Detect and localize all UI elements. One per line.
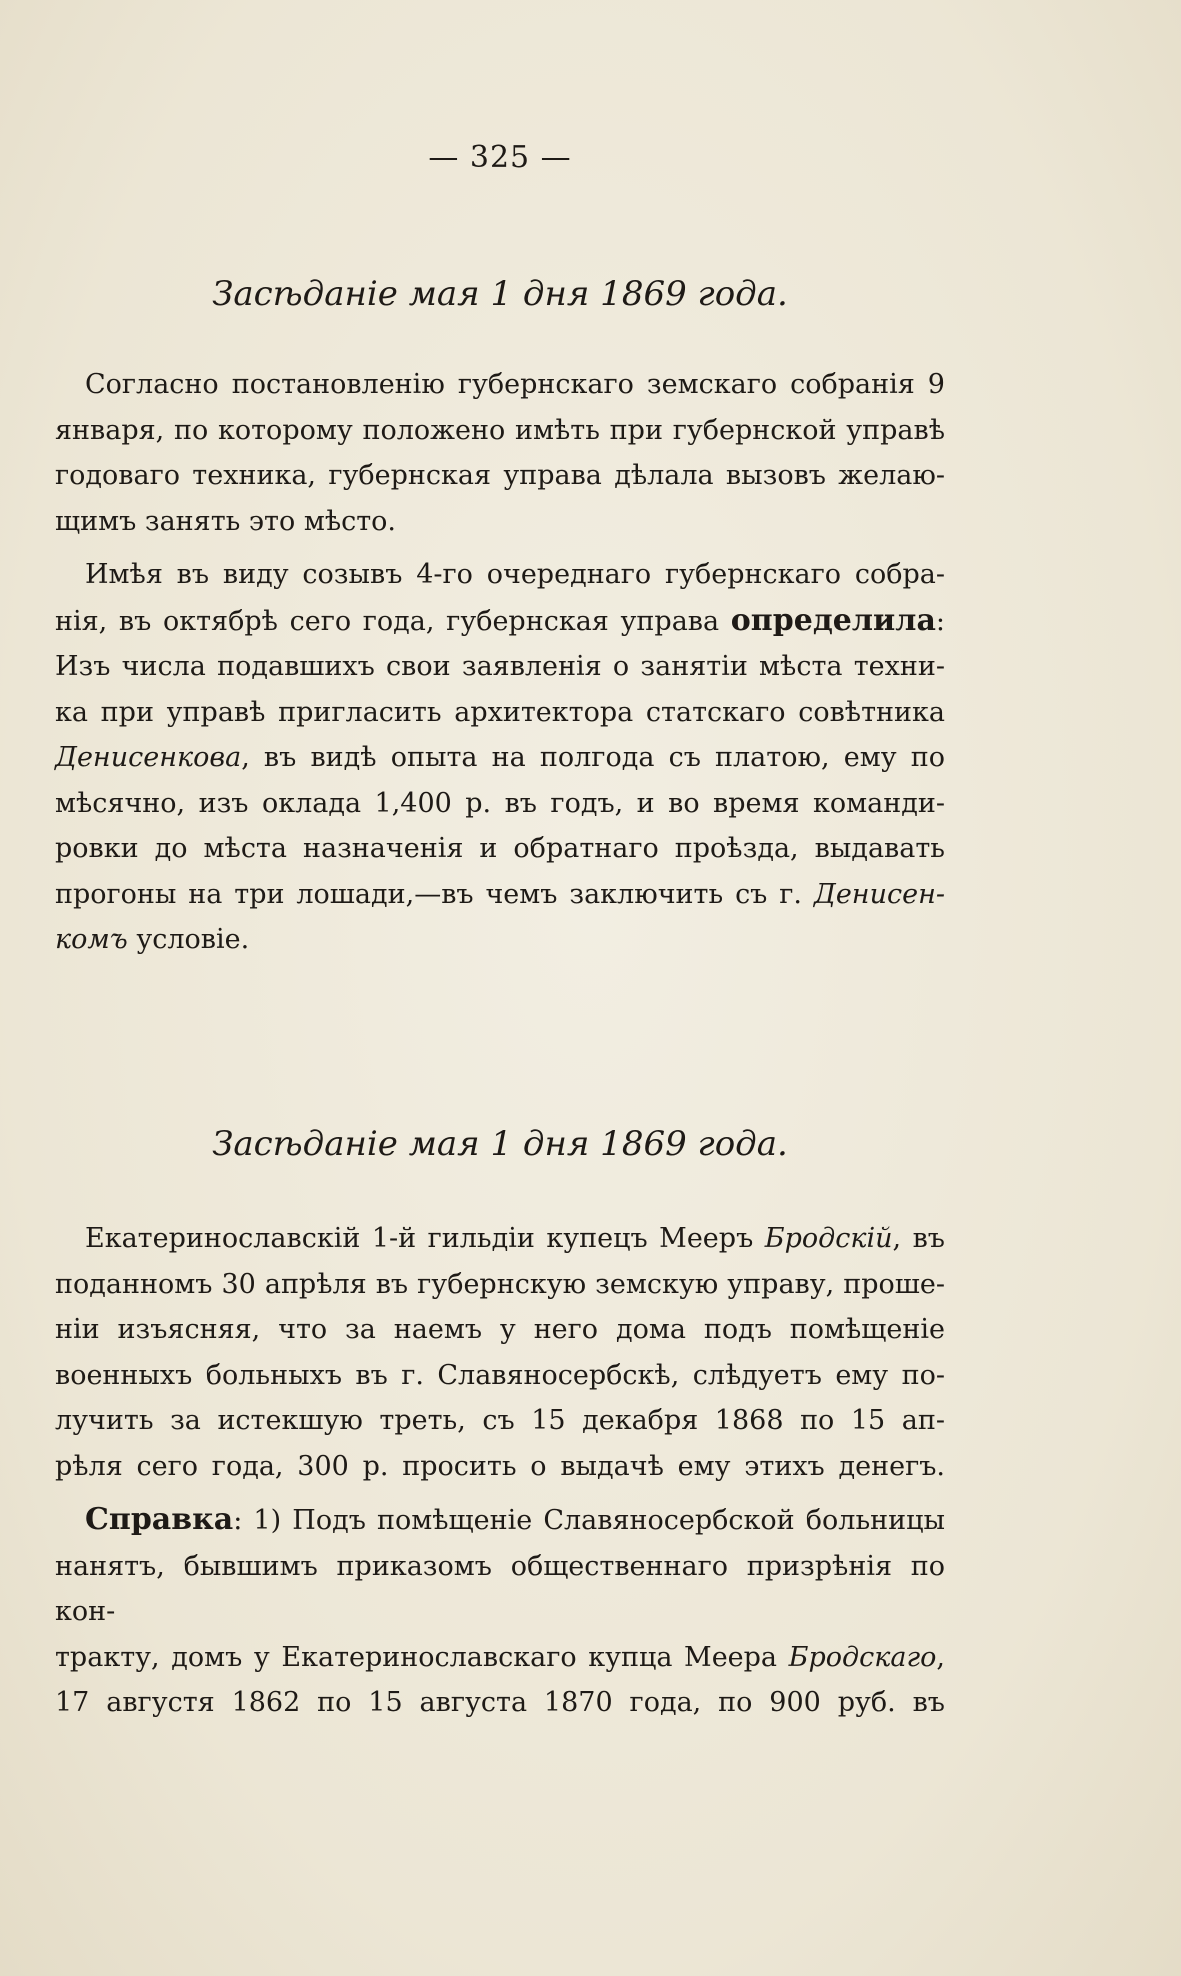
section-heading-2: Засѣданіе мая 1 дня 1869 года. [212, 1124, 788, 1164]
text-line: Имѣя въ виду созывъ 4-го очереднаго губернскаго собра- [85, 559, 945, 590]
emphasis-italic: Бродскій [764, 1223, 893, 1254]
text-run: , [936, 1641, 945, 1673]
emphasis-italic: Денисен- [813, 878, 945, 910]
section-heading-1: Засѣданіе мая 1 дня 1869 года. [212, 274, 788, 314]
text-line: поданномъ 30 апрѣля въ губернскую земскую управу, проше- [55, 1268, 945, 1300]
text-line: Согласно постановленію губернскаго земскаго собранія 9 [85, 369, 945, 400]
text-line [55, 735, 945, 781]
text-run: : [935, 605, 945, 637]
text-line: рѣля сего года, 300 р. просить о выдачѣ ему этихъ денегъ. [55, 1450, 945, 1482]
text-line: ка при управѣ пригласить архитектора статскаго совѣтника [55, 696, 945, 728]
emphasis-bold: определила [730, 602, 936, 638]
text-line: военныхъ больныхъ въ г. Славяносербскѣ, слѣдуетъ ему по- [55, 1359, 945, 1391]
paragraph [55, 552, 945, 963]
text-line: лучить за истекшую треть, съ 15 декабря 1868 по 15 ап- [55, 1405, 945, 1436]
page-number: — 325 — [428, 140, 572, 175]
text-run: тракту, домъ у Екатеринославскаго купца Меера [55, 1641, 789, 1673]
text-run: условіе. [127, 924, 250, 955]
text-line: годоваго техника, губернская управа дѣлала вызовъ желаю- [55, 460, 945, 491]
emphasis-italic: комъ [55, 924, 128, 955]
text-line: Изъ числа подавшихъ свои заявленія о занятіи мѣста техни- [55, 651, 945, 682]
section-2-body [55, 1216, 945, 1726]
text-line [55, 1635, 945, 1681]
emphasis-bold: Справка [85, 1502, 234, 1537]
text-line: ровки до мѣста назначенія и обратнаго проѣзда, выдавать [55, 833, 945, 864]
text-line [55, 1216, 945, 1262]
text-line: января, по которому положено имѣть при губернской управѣ [55, 414, 945, 446]
text-run: прогоны на три лошади,—въ чемъ заключить съ г. [55, 878, 814, 910]
paragraph [55, 1216, 945, 1489]
paragraph [55, 362, 945, 544]
text-line [55, 917, 945, 963]
section-1-body [55, 362, 945, 963]
emphasis-italic: Денисенкова [55, 742, 242, 773]
text-line [55, 872, 945, 918]
text-line: 17 августя 1862 по 15 августа 1870 года, по 900 руб. въ [55, 1687, 945, 1718]
text-run: нія, въ октябрѣ сего года, губернская управа [55, 605, 731, 637]
text-run: Екатеринославскій 1-й гильдіи купецъ Мееръ [85, 1223, 765, 1254]
emphasis-italic: Бродскаго [788, 1641, 937, 1673]
text-line [55, 598, 945, 645]
text-run: : 1) Подъ помѣщеніе Славяносербской больницы [233, 1505, 945, 1536]
text-line: мѣсячно, изъ оклада 1,400 р. въ годъ, и во время команди- [55, 787, 945, 819]
paragraph [55, 1497, 945, 1726]
text-run: , въ видѣ опыта на полгода съ платою, ему по [241, 742, 945, 773]
text-line: нанятъ, бывшимъ приказомъ общественнаго призрѣнія по кон- [55, 1550, 945, 1627]
text-line [55, 1497, 945, 1544]
text-line: щимъ занять это мѣсто. [55, 505, 397, 537]
text-line: ніи изъясняя, что за наемъ у него дома подъ помѣщеніе [55, 1314, 945, 1345]
text-run: , въ [892, 1223, 945, 1254]
